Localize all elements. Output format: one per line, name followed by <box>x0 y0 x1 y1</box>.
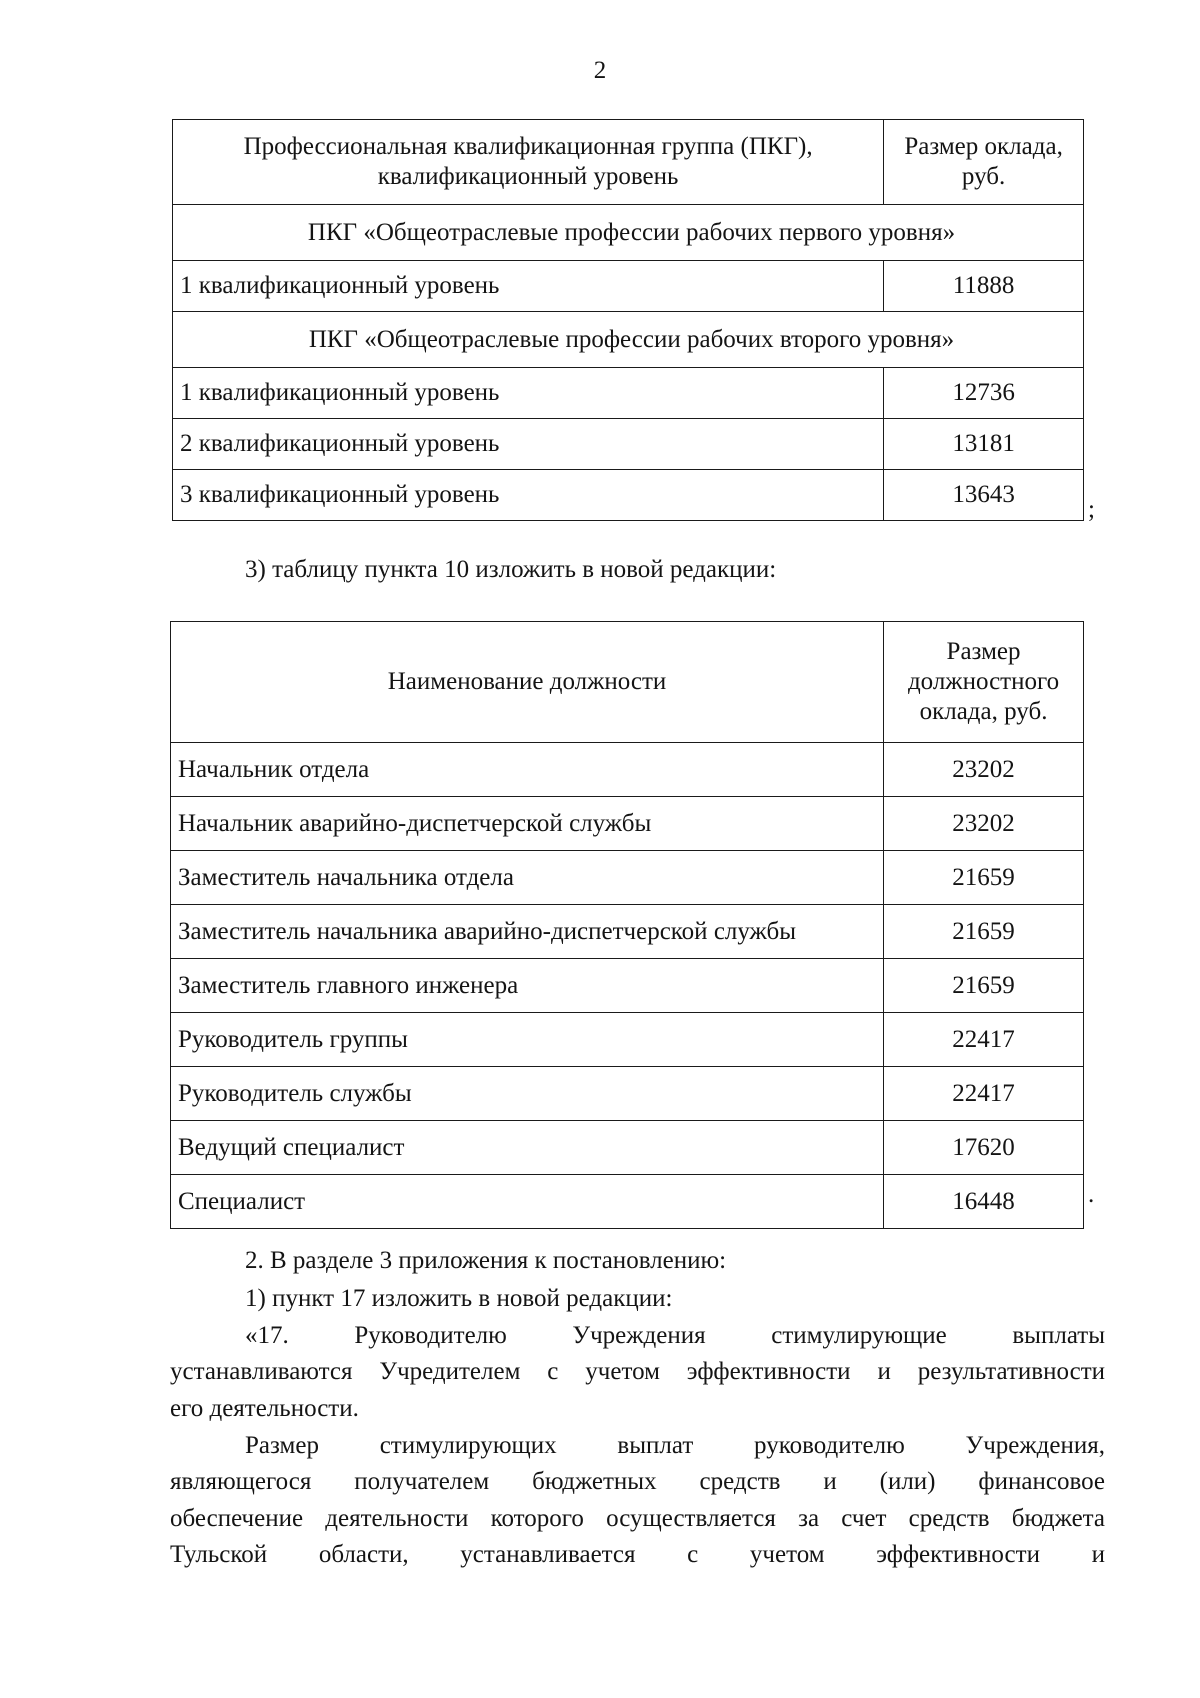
header-qualification-group: Профессиональная квалификационная группа (ПКГ), квалификационный уровень <box>173 120 884 205</box>
group-title-second-level: ПКГ «Общеотраслевые профессии рабочих второго уровня» <box>173 312 1084 368</box>
table-row <box>171 905 1084 959</box>
salary-table-workers <box>172 119 1084 521</box>
table-row <box>171 1013 1084 1067</box>
salary-value: 23202 <box>884 743 1084 797</box>
position-name: Специалист <box>171 1175 884 1229</box>
table1-trailing-semicolon: ; <box>1088 496 1095 523</box>
table-row <box>171 1175 1084 1229</box>
salary-value: 16448 <box>884 1175 1084 1229</box>
para-17-line-2: устанавливаются Учредителем с учетом эффективности и результативности <box>170 1358 1105 1385</box>
table-row <box>171 1121 1084 1175</box>
position-name: Начальник аварийно-диспетчерской службы <box>171 797 884 851</box>
salary-value: 12736 <box>884 368 1084 419</box>
position-name: Начальник отдела <box>171 743 884 797</box>
para-size-line-1: Размер стимулирующих выплат руководителю Учреждения, <box>245 1432 1105 1459</box>
salary-value: 22417 <box>884 1013 1084 1067</box>
table-header-row <box>173 120 1084 205</box>
table-row <box>173 419 1084 470</box>
position-name: Руководитель группы <box>171 1013 884 1067</box>
table-row <box>171 959 1084 1013</box>
group-row <box>173 312 1084 368</box>
qualification-level: 3 квалификационный уровень <box>173 470 884 521</box>
item-3-text: 3) таблицу пункта 10 изложить в новой редакции: <box>245 556 777 583</box>
qualification-level: 1 квалификационный уровень <box>173 368 884 419</box>
qualification-level: 1 квалификационный уровень <box>173 261 884 312</box>
salary-value: 21659 <box>884 851 1084 905</box>
group-row <box>173 205 1084 261</box>
position-name: Руководитель службы <box>171 1067 884 1121</box>
table-row <box>173 261 1084 312</box>
para-size-line-4: Тульской области, устанавливается с учетом эффективности и <box>170 1541 1105 1568</box>
header-salary-size: Размер оклада, руб. <box>884 120 1084 205</box>
table-row <box>171 1067 1084 1121</box>
salary-table-positions <box>170 621 1084 1229</box>
salary-value: 11888 <box>884 261 1084 312</box>
group-title-first-level: ПКГ «Общеотраслевые профессии рабочих первого уровня» <box>173 205 1084 261</box>
section-2-heading: 2. В разделе 3 приложения к постановлению: <box>245 1247 727 1274</box>
page-number: 2 <box>593 57 607 84</box>
header-official-salary: Размер должностного оклада, руб. <box>884 622 1084 743</box>
table-row <box>173 368 1084 419</box>
position-name: Ведущий специалист <box>171 1121 884 1175</box>
position-name: Заместитель начальника аварийно-диспетчерской службы <box>171 905 884 959</box>
para-size-line-3: обеспечение деятельности которого осуществляется за счет средств бюджета <box>170 1505 1105 1532</box>
salary-value: 21659 <box>884 905 1084 959</box>
salary-value: 21659 <box>884 959 1084 1013</box>
table-header-row <box>171 622 1084 743</box>
salary-value: 13643 <box>884 470 1084 521</box>
salary-value: 23202 <box>884 797 1084 851</box>
para-17-line-3: его деятельности. <box>170 1395 359 1422</box>
table-row <box>171 797 1084 851</box>
position-name: Заместитель главного инженера <box>171 959 884 1013</box>
para-17-line-1: «17. Руководителю Учреждения стимулирующие выплаты <box>245 1322 1105 1349</box>
table-row <box>171 743 1084 797</box>
position-name: Заместитель начальника отдела <box>171 851 884 905</box>
salary-value: 13181 <box>884 419 1084 470</box>
table-row <box>173 470 1084 521</box>
table2-trailing-period: . <box>1088 1181 1095 1208</box>
para-size-line-2: являющегося получателем бюджетных средств и (или) финансовое <box>170 1468 1105 1495</box>
salary-value: 22417 <box>884 1067 1084 1121</box>
item-1-text: 1) пункт 17 изложить в новой редакции: <box>245 1285 673 1312</box>
header-position-name: Наименование должности <box>171 622 884 743</box>
qualification-level: 2 квалификационный уровень <box>173 419 884 470</box>
table-row <box>171 851 1084 905</box>
salary-value: 17620 <box>884 1121 1084 1175</box>
